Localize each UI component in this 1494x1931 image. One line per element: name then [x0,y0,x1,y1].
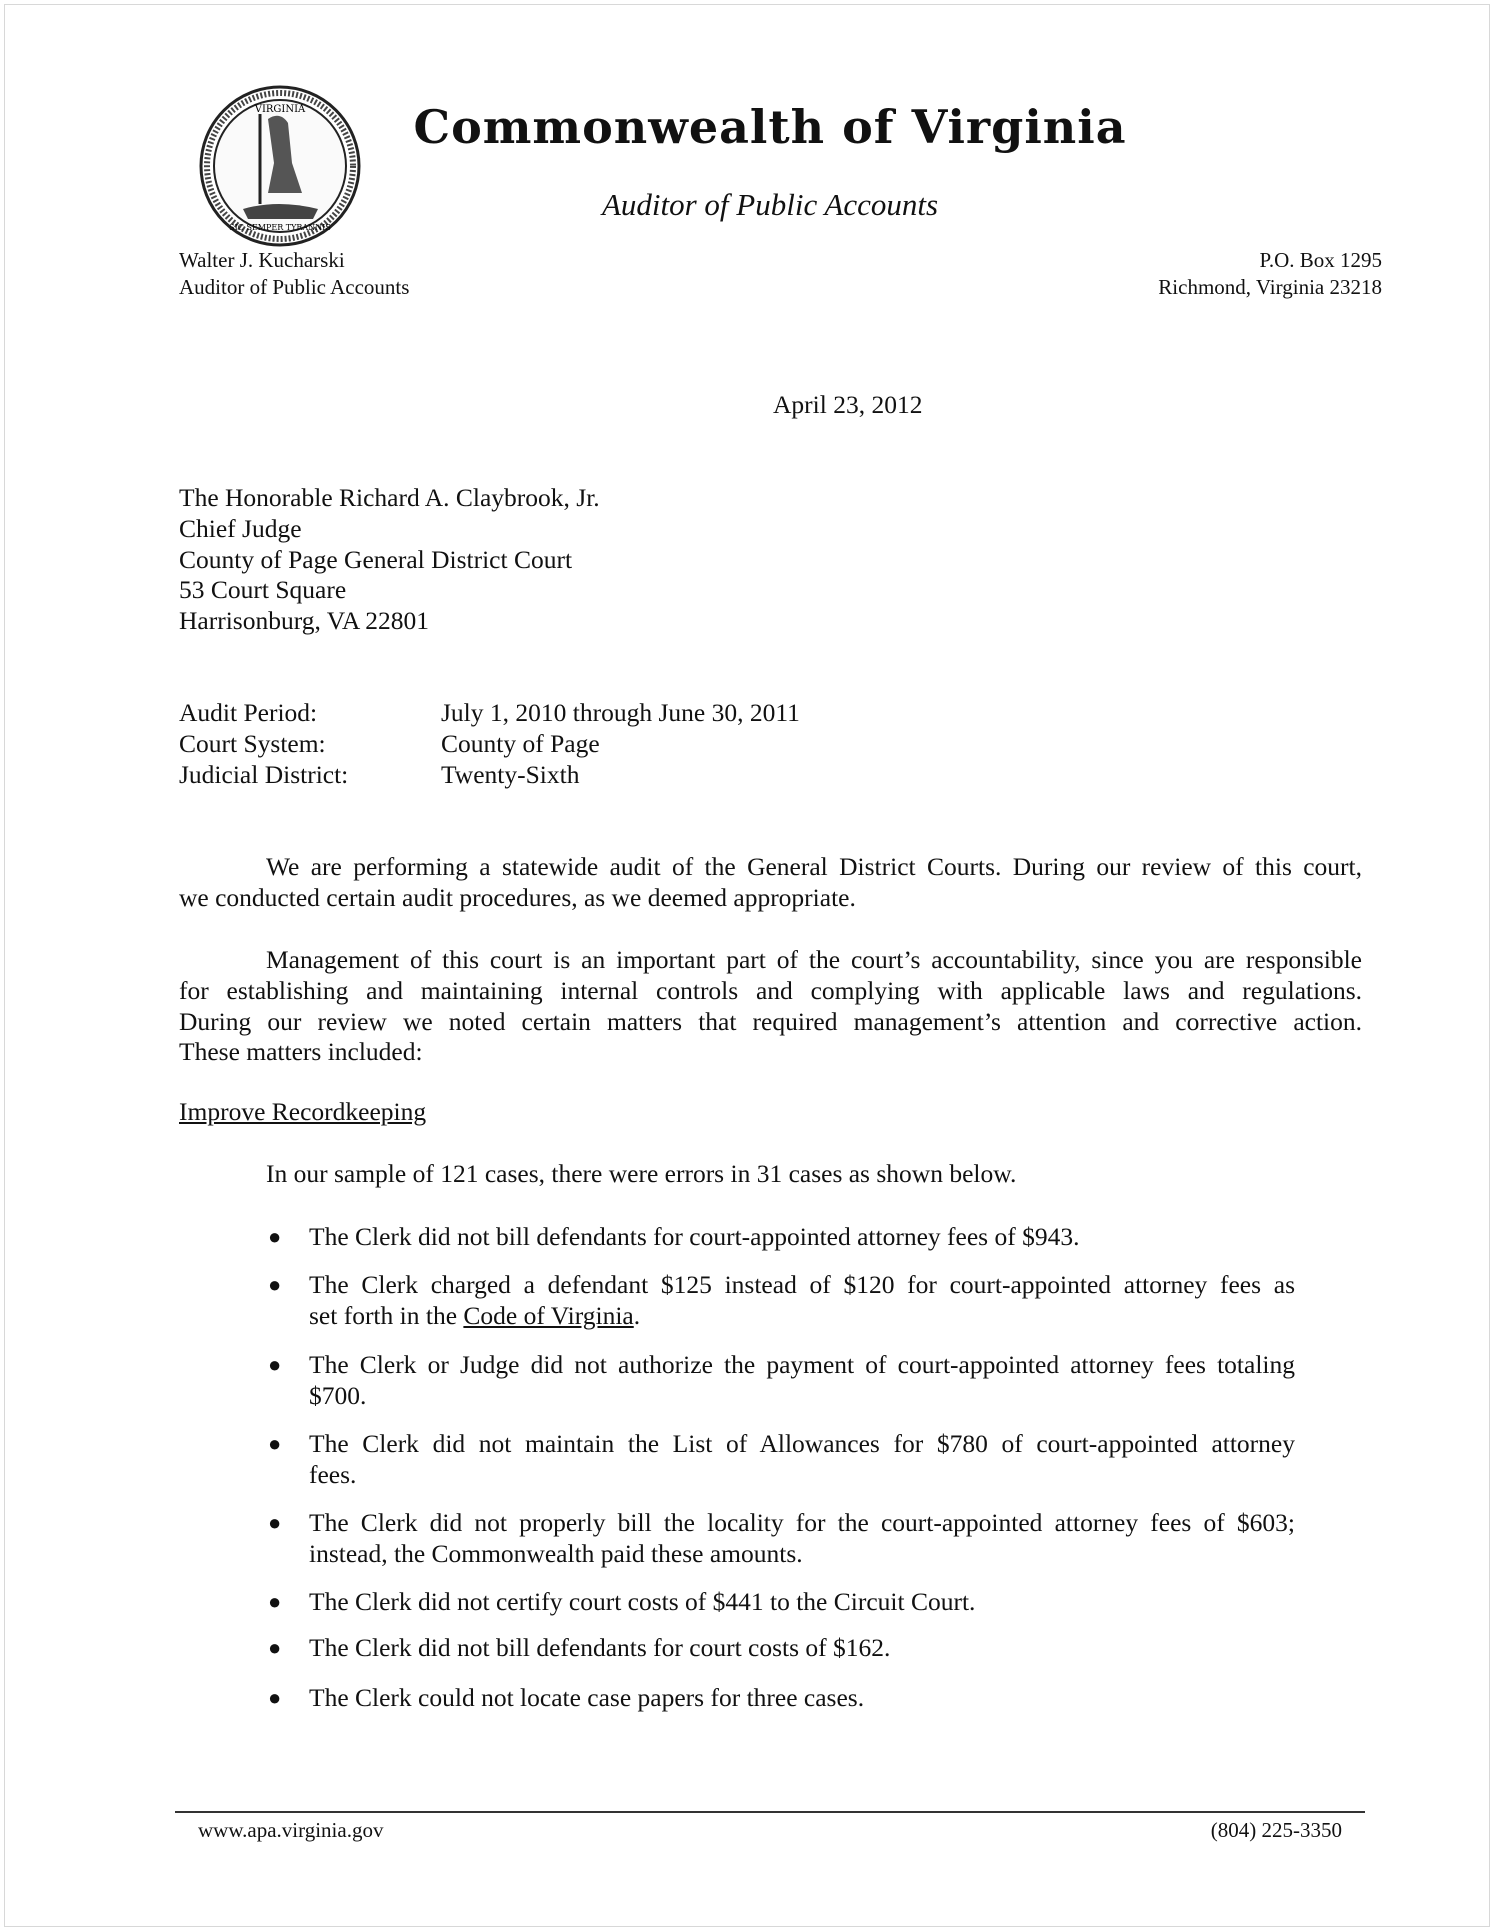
bullet-icon: ● [268,1224,282,1249]
audit-label: Audit Period: [179,698,318,727]
audit-info [179,698,348,790]
list-item-text: set forth in the [309,1300,464,1330]
city-state-zip: Richmond, Virginia 23218 [1158,275,1382,299]
audit-value: July 1, 2010 through June 30, 2011 [441,698,800,727]
letterhead-title: Commonwealth of Virginia [413,100,1127,154]
addressee-line: 53 Court Square [179,575,347,605]
footer-website-link[interactable]: www.apa.virginia.gov [198,1818,384,1842]
list-item [309,1508,1295,1570]
list-item: The Clerk did not bill defendants for court costs of $162. [309,1633,891,1662]
list-item-line: The Clerk did not maintain the List of Allowances for $780 of court-appointed attorney [309,1429,1295,1458]
list-item [309,1270,1295,1332]
list-item-line [309,1301,1295,1332]
list-item [309,1429,1295,1491]
list-item: The Clerk did not certify court costs of $441 to the Circuit Court. [309,1587,976,1616]
bullet-icon: ● [268,1685,282,1710]
auditor-name: Walter J. Kucharski [179,248,345,272]
letterhead-subtitle: Auditor of Public Accounts [601,187,939,222]
letter-date: April 23, 2012 [773,390,923,419]
svg-text:SIC SEMPER TYRANNIS: SIC SEMPER TYRANNIS [229,223,331,232]
list-item-line: The Clerk did not properly bill the locality for the court-appointed attorney fees of $603; [309,1508,1295,1537]
addressee-line: County of Page General District Court [179,544,573,574]
paragraph-line: We are performing a statewide audit of the General District Courts. During our review of this court, [266,852,1362,881]
sample-summary: In our sample of 121 cases, there were errors in 31 cases as shown below. [266,1159,1017,1188]
bullet-icon: ● [268,1272,282,1297]
paragraph-2 [179,945,1362,1068]
list-item-line: The Clerk or Judge did not authorize the payment of court-appointed attorney fees totaling [309,1350,1295,1379]
addressee-line: The Honorable Richard A. Claybrook, Jr. [179,483,600,512]
addressee-block [179,483,600,637]
footer-divider [175,1811,1365,1813]
list-item-line: The Clerk charged a defendant $125 instead of $120 for court-appointed attorney fees as [309,1270,1295,1299]
bullet-icon: ● [268,1635,282,1660]
list-item-line: $700. [309,1380,367,1410]
paragraph-1 [179,852,1362,914]
list-item [309,1350,1295,1412]
list-item-text: . [633,1300,641,1330]
footer-phone: (804) 225-3350 [1210,1818,1342,1842]
paragraph-line: Management of this court is an important part of the court’s accountability, since you are responsible [266,945,1362,974]
paragraph-line: These matters included: [179,1037,423,1067]
audit-label: Court System: [179,728,326,758]
paragraph-line: During our review we noted certain matters that required management’s attention and corrective action. [179,1006,1362,1036]
section-heading: Improve Recordkeeping [179,1097,427,1126]
bullet-icon: ● [268,1352,282,1377]
list-item-line: instead, the Commonwealth paid these amounts. [309,1538,803,1568]
addressee-line: Harrisonburg, VA 22801 [179,606,430,636]
list-item: The Clerk did not bill defendants for court-appointed attorney fees of $943. [309,1222,1080,1251]
svg-text:VIRGINIA: VIRGINIA [254,104,306,115]
po-box: P.O. Box 1295 [1259,248,1382,272]
list-item-line: fees. [309,1459,357,1489]
code-of-virginia-reference: Code of Virginia [463,1300,634,1330]
auditor-block [179,247,409,301]
audit-values [441,698,800,790]
auditor-title: Auditor of Public Accounts [179,275,410,299]
bullet-icon: ● [268,1431,282,1456]
audit-value: County of Page [441,728,600,758]
bullet-icon: ● [268,1510,282,1535]
paragraph-line: for establishing and maintaining internal controls and complying with applicable laws and regulations. [179,975,1362,1005]
paragraph-line: we conducted certain audit procedures, as we deemed appropriate. [179,882,856,912]
list-item: The Clerk could not locate case papers for three cases. [309,1683,865,1712]
audit-label: Judicial District: [179,759,349,789]
mailing-address [1158,247,1382,301]
audit-value: Twenty-Sixth [441,759,580,789]
bullet-icon: ● [268,1589,282,1614]
addressee-line: Chief Judge [179,513,302,543]
